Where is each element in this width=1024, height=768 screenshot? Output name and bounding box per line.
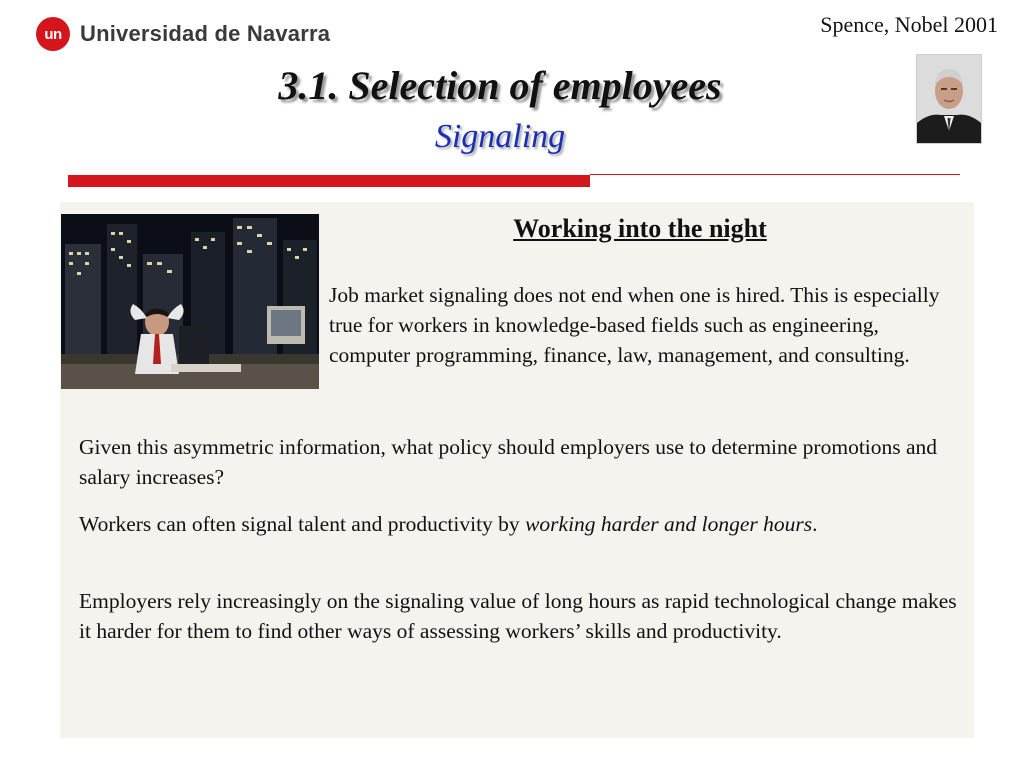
logo-mark-icon: un xyxy=(36,17,70,51)
title-divider-thick xyxy=(68,175,590,187)
paragraph-signal-talent-end: . xyxy=(812,512,818,536)
office-night-photo xyxy=(61,214,319,389)
paragraph-signal-talent-emphasis: working harder and longer hours xyxy=(525,512,813,536)
paragraph-signal-talent xyxy=(79,509,959,539)
page-title: 3.1. Selection of employees xyxy=(278,63,722,108)
credit-text: Spence, Nobel 2001 xyxy=(820,12,998,37)
page-subtitle: Signaling xyxy=(434,118,566,155)
section-heading: Working into the night xyxy=(513,214,767,243)
paragraph-asymmetric-info: Given this asymmetric information, what policy should employers use to determine promotions and salary increases? xyxy=(79,435,938,489)
paragraph-signal-talent-lead: Workers can often signal talent and productivity by xyxy=(79,512,526,536)
logo-text: Universidad de Navarra xyxy=(80,21,331,46)
office-night-icon xyxy=(61,214,319,389)
title-divider-thin xyxy=(590,174,960,175)
intro-paragraph: Job market signaling does not end when one is hired. This is especially true for workers in knowledge-based fields such as engineering, computer programming, finance, law, management, and consulting. xyxy=(329,283,940,367)
university-logo xyxy=(36,16,330,52)
paragraph-employers-rely: Employers rely increasingly on the signaling value of long hours as rapid technological change makes it harder for them to find other ways of assessing workers’ skills and productivity. xyxy=(79,589,957,643)
